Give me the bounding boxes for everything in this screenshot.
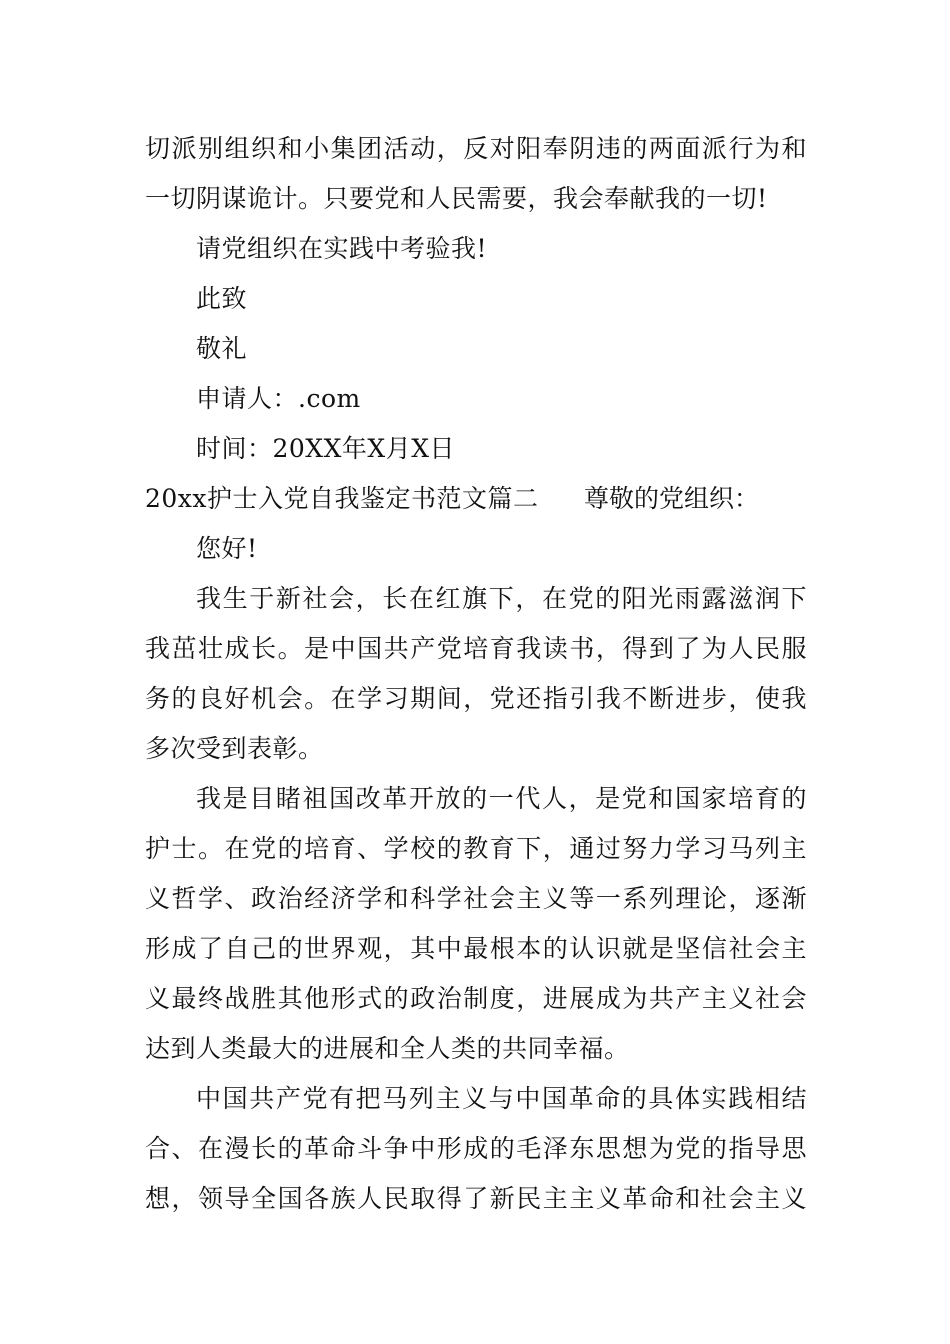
paragraph-line: 我是目睹祖国改革开放的一代人，是党和国家培育的 xyxy=(196,784,807,813)
paragraph-line: 多次受到表彰。 xyxy=(145,734,324,763)
paragraph-line: 想，领导全国各族人民取得了新民主主义革命和社会主义 xyxy=(145,1184,807,1213)
paragraph-line: 务的良好机会。在学习期间，党还指引我不断进步，使我 xyxy=(145,684,807,713)
date-line: 时间：20XX年X月X日 xyxy=(196,434,456,463)
paragraph-line: 合、在漫长的革命斗争中形成的毛泽东思想为党的指导思 xyxy=(145,1134,807,1163)
paragraph-line: 我茁壮成长。是中国共产党培育我读书，得到了为人民服 xyxy=(145,634,807,663)
closing-line: 敬礼 xyxy=(196,334,248,363)
closing-line: 此致 xyxy=(196,284,248,313)
paragraph-line: 义哲学、政治经济学和科学社会主义等一系列理论，逐渐 xyxy=(145,884,807,913)
paragraph-line: 护士。在党的培育、学校的教育下，通过努力学习马列主 xyxy=(145,834,807,863)
salutation: 尊敬的党组织： xyxy=(584,484,760,513)
paragraph-line: 中国共产党有把马列主义与中国革命的具体实践相结 xyxy=(196,1084,807,1113)
text-line: 请党组织在实践中考验我! xyxy=(196,234,488,263)
paragraph-line: 我生于新社会，长在红旗下，在党的阳光雨露滋润下 xyxy=(196,584,807,613)
applicant-line: 申请人：.com xyxy=(196,384,361,413)
paragraph-line: 达到人类最大的进展和全人类的共同幸福。 xyxy=(145,1034,630,1063)
section-title: 20xx护士入党自我鉴定书范文篇二 xyxy=(145,484,539,513)
paragraph-line: 义最终战胜其他形式的政治制度，进展成为共产主义社会 xyxy=(145,984,807,1013)
text-line: 切派别组织和小集团活动，反对阳奉阴违的两面派行为和 xyxy=(145,134,807,163)
greeting: 您好! xyxy=(196,534,258,563)
paragraph-line: 形成了自己的世界观，其中最根本的认识就是坚信社会主 xyxy=(145,934,807,963)
text-line: 一切阴谋诡计。只要党和人民需要，我会奉献我的一切! xyxy=(145,184,768,213)
